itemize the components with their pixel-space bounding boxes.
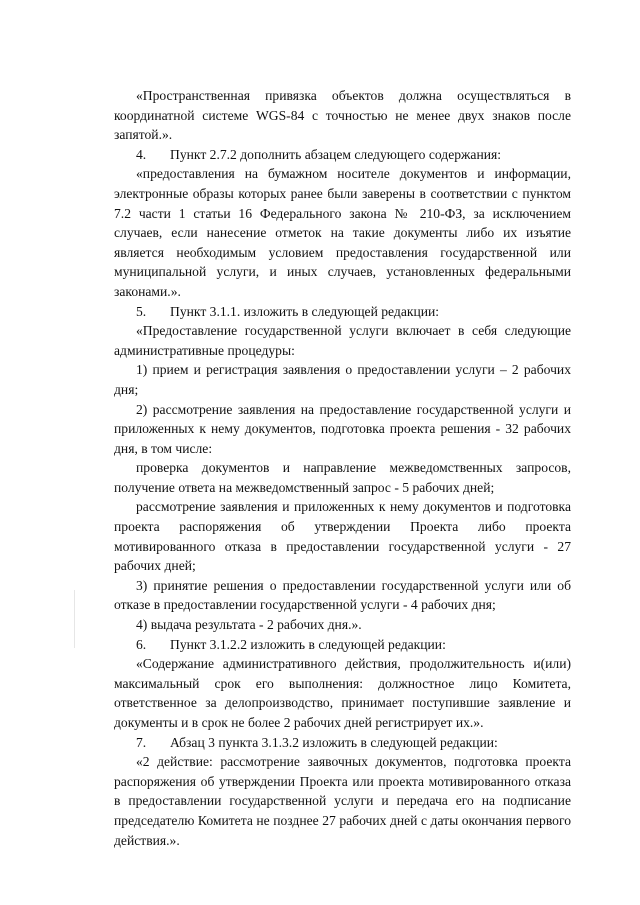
document-body [114, 86, 571, 850]
item-7 [114, 733, 571, 753]
item-7-text: Абзац 3 пункта 3.1.3.2 изложить в следующей редакции: [170, 734, 498, 750]
margin-mark [74, 590, 75, 648]
item-4 [114, 145, 571, 165]
paragraph-procedure-2: 2) рассмотрение заявления на предоставление государственной услуги и приложенных к нему документов, подготовка проекта решения - 32 рабочих дня, в том числе: [114, 401, 571, 456]
paragraph-procedure-4: 4) выдача результата - 2 рабочих дня.». [136, 617, 362, 633]
paragraph-wgs84: «Пространственная привязка объектов должна осуществляться в координатной системе WGS-84 с точностью не менее двух знаков после запятой.». [114, 88, 571, 143]
item-6 [114, 635, 571, 655]
item-5 [114, 302, 571, 322]
item-4-number: 4. [136, 146, 147, 162]
item-5-text: Пункт 3.1.1. изложить в следующей редакции: [170, 303, 440, 319]
paragraph-paper-docs: «предоставления на бумажном носителе документов и информации, электронные образы которых ранее были заверены в соответствии с пунктом 7.2 части 1 статьи 16 Федерального закона № 210-ФЗ, за исключением случаев, если нанесение отметок на такие документы либо их изъятие является необходимым условием предоставления государственной или муниципальной услуги, и иных случаев, установленных федеральными законами.». [114, 166, 571, 299]
paragraph-second-action: «2 действие: рассмотрение заявочных документов, подготовка проекта распоряжения об утверждении Проекта или проекта мотивированного отказа в предоставлении государственной услуги и передача его на подписание председателю Комитета не позднее 27 рабочих дней с даты окончания первого действия.». [114, 754, 571, 848]
paragraph-procedure-3: 3) принятие решения о предоставлении государственной услуги или об отказе в предоставлении государственной услуги - 4 рабочих дня; [114, 577, 571, 613]
paragraph-admin-action: «Содержание административного действия, продолжительность и(или) максимальный срок его выполнения: должностное лицо Комитета, ответственное за делопроизводство, принимает поступившие заявление и документы и в срок не более 2 рабочих дней регистрирует их.». [114, 656, 571, 730]
paragraph-procedure-2a: проверка документов и направление межведомственных запросов, получение ответа на межведомственный запрос - 5 рабочих дней; [114, 460, 571, 495]
item-6-number: 6. [136, 636, 147, 652]
paragraph-procedure-1: 1) прием и регистрация заявления о предоставлении услуги – 2 рабочих дня; [114, 362, 571, 397]
item-4-text: Пункт 2.7.2 дополнить абзацем следующего содержания: [170, 146, 502, 162]
paragraph-procedure-2b: рассмотрение заявления и приложенных к нему документов и подготовка проекта распоряжения об утверждении Проекта либо проекта мотивированного отказа в предоставлении государственной услуги - 27 рабочих дней; [114, 499, 571, 574]
item-5-number: 5. [136, 303, 147, 319]
paragraph-procedures-intro: «Предоставление государственной услуги включает в себя следующие административные процедуры: [114, 323, 571, 358]
item-6-text: Пункт 3.1.2.2 изложить в следующей редакции: [170, 636, 446, 652]
item-7-number: 7. [136, 734, 147, 750]
